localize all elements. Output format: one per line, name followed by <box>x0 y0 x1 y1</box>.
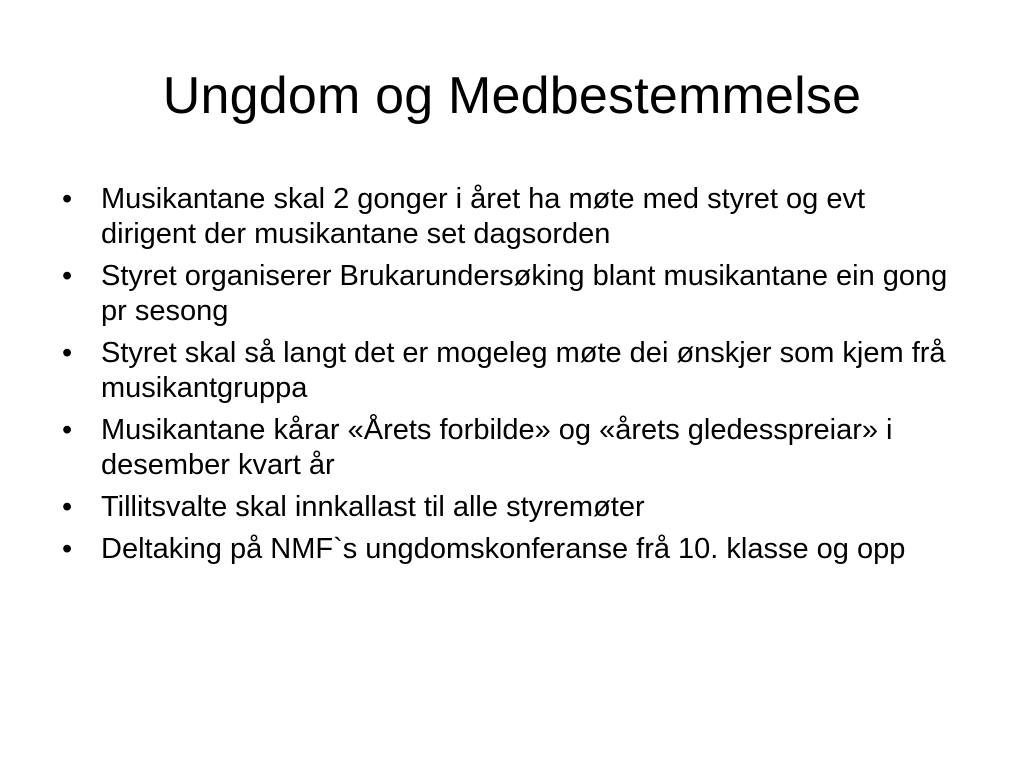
bullet-text: Musikantane kårar «Årets forbilde» og «årets gledesspreiar» i desember kvart år <box>101 414 893 481</box>
bullet-icon: • <box>62 491 73 523</box>
list-item <box>60 532 960 567</box>
list-item <box>60 490 960 525</box>
bullet-text: Musikantane skal 2 gonger i året ha møte med styret og evt dirigent der musikantane set dagsorden <box>101 183 866 250</box>
slide-title: Ungdom og Medbestemmelse <box>162 67 862 125</box>
list-item <box>60 413 960 483</box>
bullet-icon: • <box>62 183 73 215</box>
list-item <box>60 182 960 252</box>
bullet-text: Styret skal så langt det er mogeleg møte dei ønskjer som kjem frå musikantgruppa <box>101 337 946 404</box>
bullet-icon: • <box>62 260 73 292</box>
bullet-icon: • <box>62 414 73 446</box>
list-item <box>60 259 960 329</box>
bullet-list <box>60 182 960 574</box>
list-item <box>60 336 960 406</box>
bullet-text: Styret organiserer Brukarundersøking blant musikantane ein gong pr sesong <box>101 260 948 327</box>
bullet-text: Tillitsvalte skal innkallast til alle styremøter <box>101 491 645 523</box>
bullet-text: Deltaking på NMF`s ungdomskonferanse frå 10. klasse og opp <box>101 533 906 565</box>
bullet-icon: • <box>62 337 73 369</box>
bullet-icon: • <box>62 533 73 565</box>
